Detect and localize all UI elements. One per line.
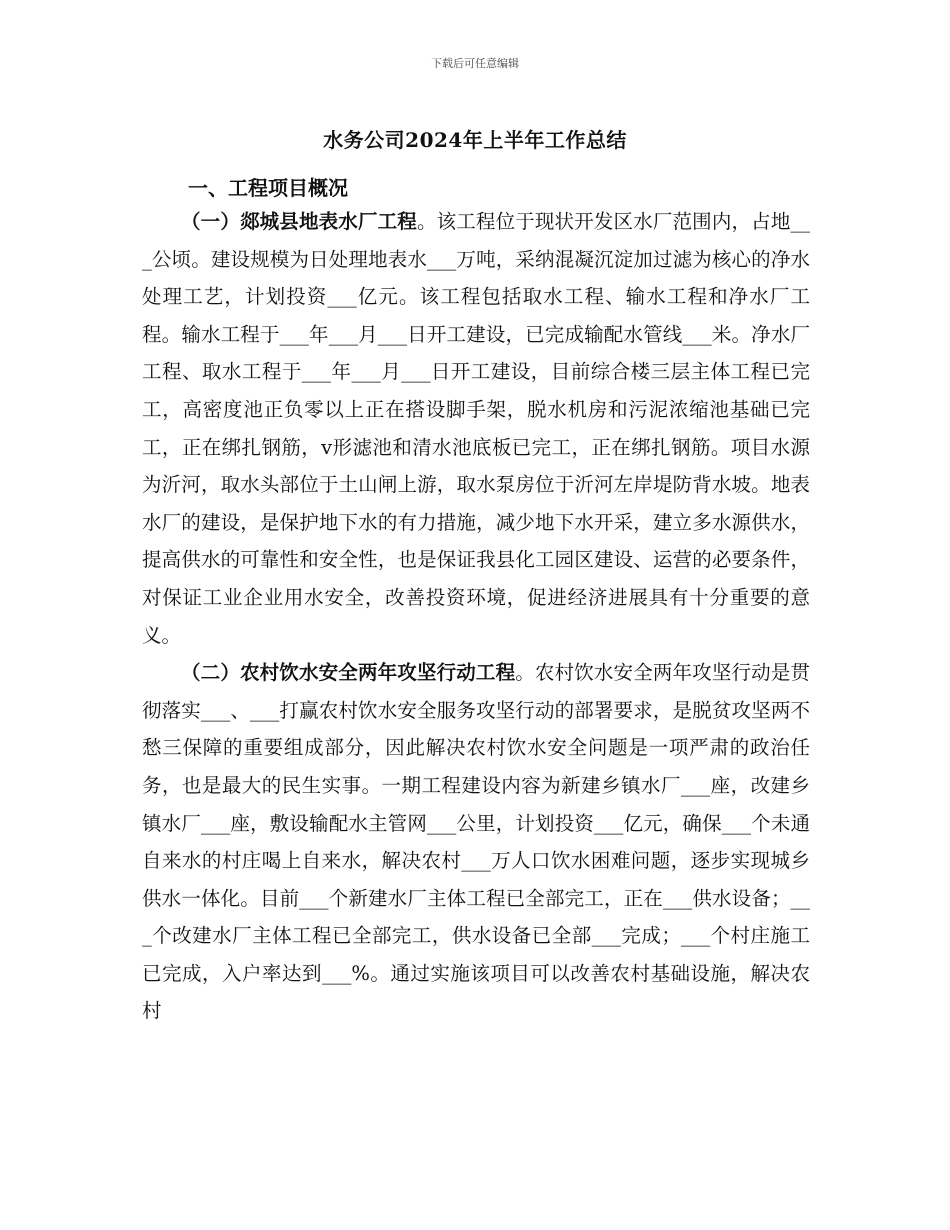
document-title: 水务公司2024年上半年工作总结	[323, 128, 627, 152]
paragraph-text: 。农村饮水安全两年攻坚行动是贯彻落实___、___打赢农村饮水安全服务攻坚行动的部署要求，是脱贫攻坚两不愁三保障的重要组成部分，因此解决农村饮水安全问题是一项严肃的政治任务，也是最大的民生实事。一期工程建设内容为新建乡镇水厂___座，改建乡镇水厂___座，敷设输配水主管网___公里，计划投资___亿元，确保___个未通自来水的村庄喝上自来水，解决农村___万人口饮水困难问题，逐步实现城乡供水一体化。目前___个新建水厂主体工程已全部完工，正在___供水设备；___个改建水厂主体工程已全部完工，供水设备已全部___完成；___个村庄施工已完成，入户率达到___%。通过实施该项目可以改善农村基础设施，解决农村	[142, 661, 810, 1023]
paragraph-subheading: （一）郯城县地表水厂工程	[181, 210, 417, 233]
header-note: 下载后可任意编辑	[431, 57, 519, 70]
section-heading: 一、工程项目概况	[188, 176, 348, 200]
paragraph-subheading: （二）农村饮水安全两年攻坚行动工程	[181, 661, 516, 685]
paragraph	[142, 654, 810, 1030]
paragraph	[142, 203, 810, 654]
section-body	[142, 203, 810, 1030]
paragraph-text: 。该工程位于现状开发区水厂范围内，占地___公顷。建设规模为日处理地表水___万吨，采纳混凝沉淀加过滤为核心的净水处理工艺，计划投资___亿元。该工程包括取水工程、输水工程和净水厂工程。输水工程于___年___月___日开工建设，已完成输配水管线___米。净水厂工程、取水工程于___年___月___日开工建设，目前综合楼三层主体工程已完工，高密度池正负零以上正在搭设脚手架，脱水机房和污泥浓缩池基础已完工，正在绑扎钢筋，v形滤池和清水池底板已完工，正在绑扎钢筋。项目水源为沂河，取水头部位于土山闸上游，取水泵房位于沂河左岸堤防背水坡。地表水厂的建设，是保护地下水的有力措施，减少地下水开采，建立多水源供水，提高供水的可靠性和安全性，也是保证我县化工园区建设、运营的必要条件，对保证工业企业用水安全，改善投资环境，促进经济进展具有十分重要的意义。	[142, 210, 810, 647]
